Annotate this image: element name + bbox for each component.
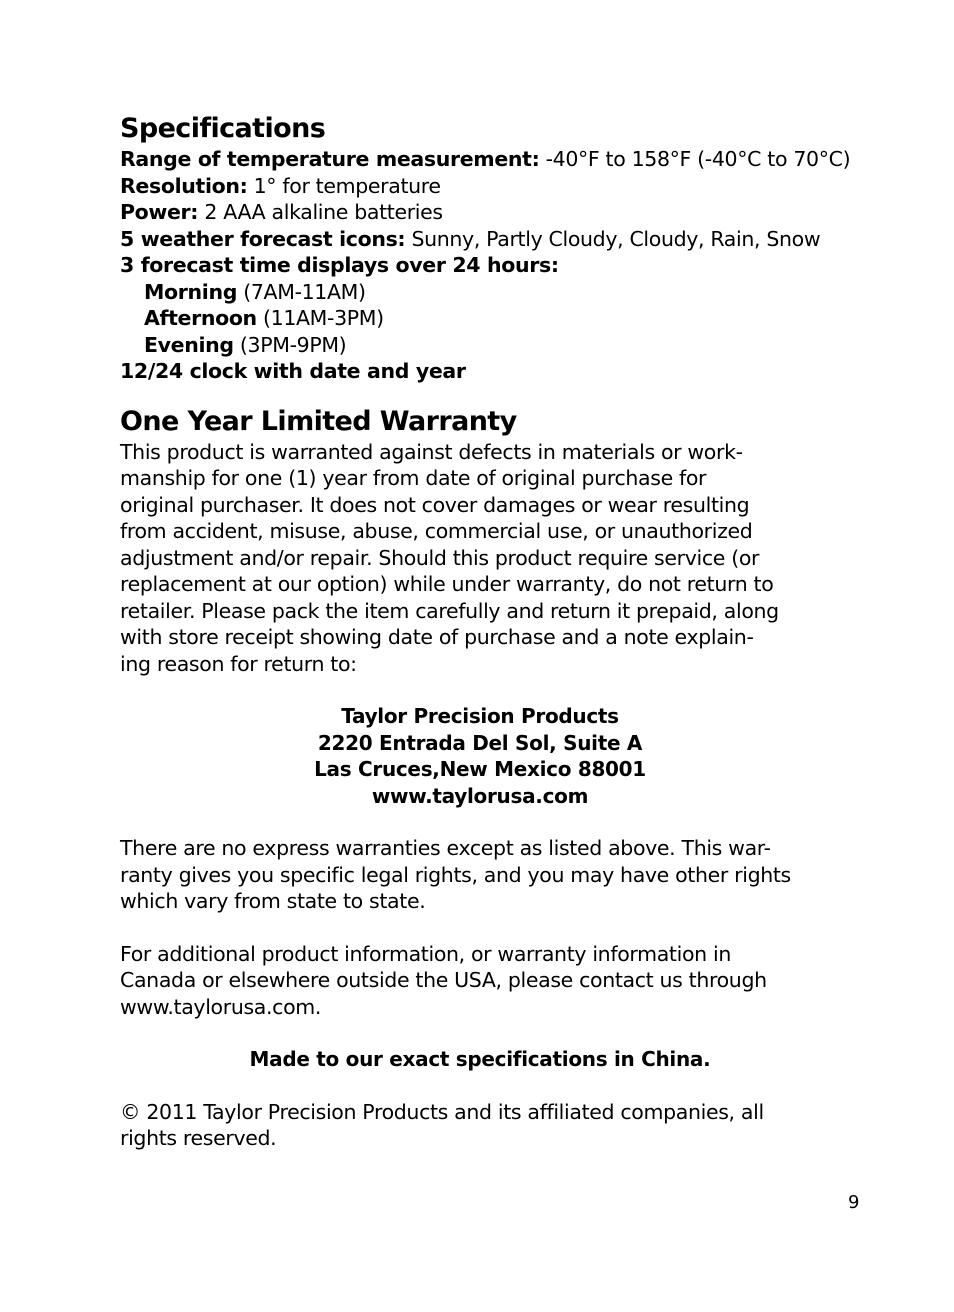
copyright-line: © 2011 Taylor Precision Products and its affiliated companies, all (120, 1099, 764, 1124)
spec-clock (120, 358, 840, 385)
spec-morning-label: Morning (144, 279, 238, 304)
spec-afternoon (120, 305, 840, 332)
address-website: www.taylorusa.com (371, 783, 589, 808)
spec-icons-value: Sunny, Partly Cloudy, Cloudy, Rain, Snow (405, 226, 821, 251)
spec-resolution-value: 1° for temperature (247, 173, 441, 198)
specifications-heading: Specifications (120, 113, 326, 144)
made-in-statement: Made to our exact specifications in China. (249, 1047, 711, 1071)
spec-evening-value: (3PM-9PM) (233, 332, 347, 357)
address-company: Taylor Precision Products (341, 704, 619, 728)
warranty-body (120, 439, 840, 678)
spec-power-value: 2 AAA alkaline batteries (198, 200, 443, 224)
warranty-body-line: from accident, misuse, abuse, commercial use, or unauthorized (120, 519, 753, 543)
spec-evening-label: Evening (144, 332, 234, 357)
no-express-line: ranty gives you specific legal rights, and you may have other rights (120, 862, 791, 887)
spec-forecast-heading (120, 252, 840, 279)
warranty-body-line: original purchaser. It does not cover damages or wear resulting (120, 492, 750, 517)
warranty-heading: One Year Limited Warranty (120, 405, 517, 437)
spec-resolution-label: Resolution: (120, 173, 248, 198)
spec-forecast-heading-label: 3 forecast time displays over 24 hours: (120, 253, 559, 277)
address-street: 2220 Entrada Del Sol, Suite A (317, 730, 643, 755)
warranty-body-line: This product is warranted against defects in materials or work- (120, 439, 743, 464)
additional-info-line: Canada or elsewhere outside the USA, please contact us through (120, 968, 767, 992)
warranty-body-line: ing reason for return to: (120, 651, 357, 676)
warranty-body-line: with store receipt showing date of purchase and a note explain- (120, 625, 754, 649)
warranty-body-line: retailer. Please pack the item carefully and return it prepaid, along (120, 598, 779, 623)
no-express-warranties (120, 835, 840, 915)
spec-morning (120, 279, 840, 306)
no-express-line: There are no express warranties except as listed above. This war- (120, 836, 771, 860)
spec-clock-label: 12/24 clock with date and year (120, 359, 466, 383)
spec-afternoon-value: (11AM-3PM) (256, 306, 384, 330)
spec-range (120, 146, 851, 173)
spec-power-label: Power: (120, 200, 199, 224)
spec-range-label: Range of temperature measurement: (120, 147, 540, 171)
return-address (120, 703, 840, 809)
spec-morning-value: (7AM-11AM) (237, 279, 366, 304)
additional-info (120, 941, 840, 1021)
warranty-body-line: adjustment and/or repair. Should this product require service (or (120, 545, 760, 570)
no-express-line: which vary from state to state. (120, 889, 426, 913)
spec-afternoon-label: Afternoon (144, 306, 257, 330)
address-city: Las Cruces,New Mexico 88001 (314, 757, 646, 781)
copyright-line: rights reserved. (120, 1126, 277, 1150)
additional-info-line: For additional product information, or warranty information in (120, 941, 731, 966)
spec-resolution (120, 173, 840, 200)
spec-icons (120, 226, 840, 253)
page-number: 9 (848, 1192, 860, 1213)
spec-icons-label: 5 weather forecast icons: (120, 226, 406, 251)
spec-evening (120, 332, 840, 359)
warranty-body-line: manship for one (1) year from date of original purchase for (120, 466, 707, 490)
additional-info-line: www.taylorusa.com. (120, 994, 322, 1019)
spec-power (120, 199, 840, 226)
manual-page (120, 112, 851, 1152)
copyright (120, 1099, 840, 1152)
spec-range-value: -40°F to 158°F (-40°C to 70°C) (539, 147, 851, 171)
warranty-body-line: replacement at our option) while under warranty, do not return to (120, 572, 774, 596)
